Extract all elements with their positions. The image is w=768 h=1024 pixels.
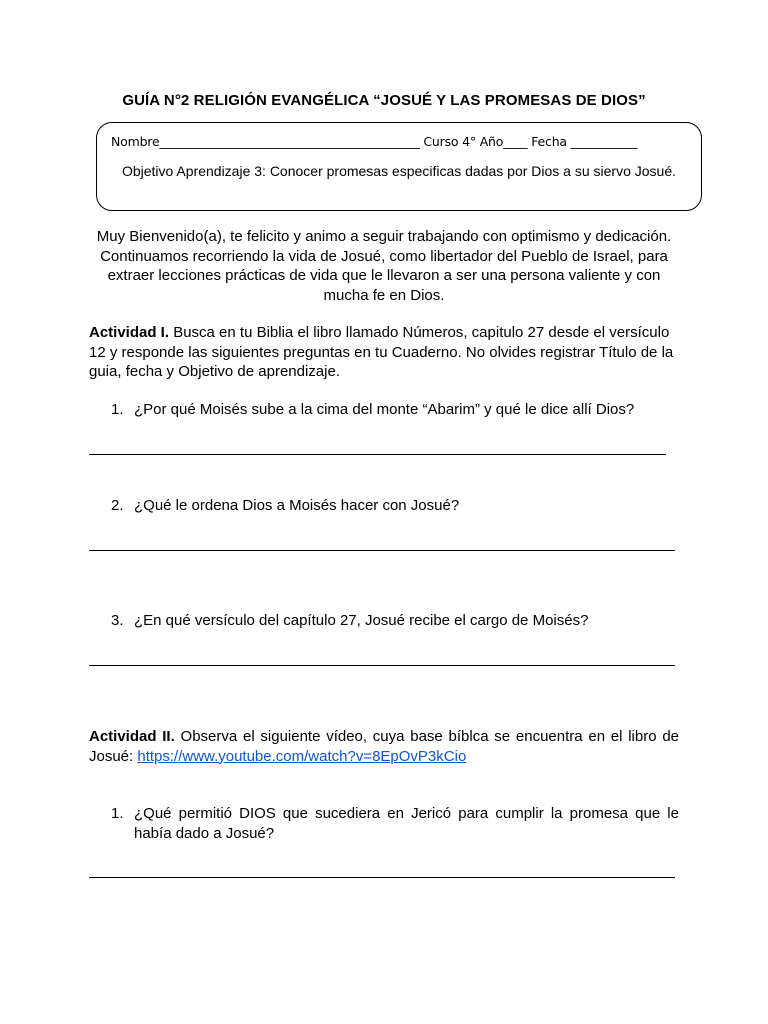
activity-2-instructions bbox=[89, 727, 679, 766]
nombre-blank: ___________________________________________ bbox=[159, 134, 420, 149]
page-title: GUÍA N°2 RELIGIÓN EVANGÉLICA “JOSUÉ Y LAS PROMESAS DE DIOS” bbox=[122, 92, 646, 109]
welcome-paragraph: Muy Bienvenido(a), te felicito y animo a seguir trabajando con optimismo y dedicación. Continuamos recorriendo la vida de Josué, como libertador del Pueblo de Israel, para extraer lecciones prácticas de vida que le llevaron a ser una persona valiente y con mucha fe en Dios. bbox=[96, 228, 672, 304]
question-number: 1. bbox=[111, 805, 124, 822]
activity-1-question-2 bbox=[89, 496, 679, 516]
question-number: 2. bbox=[111, 497, 124, 514]
activity-1-question-3 bbox=[89, 611, 679, 631]
fecha-label: Fecha bbox=[531, 134, 567, 149]
video-link[interactable]: https://www.youtube.com/watch?v=8EpOvP3kCio bbox=[137, 747, 467, 765]
activity-1-text: Busca en tu Biblia el libro llamado Números, capitulo 27 desde el versículo 12 y responde las siguientes preguntas en tu Cuaderno. No olvides registrar Título de la guia, fecha y Objetivo de aprendizaje. bbox=[89, 324, 674, 380]
answer-line-3[interactable] bbox=[89, 665, 675, 666]
curso-label: Curso 4° Año bbox=[423, 134, 504, 149]
question-text: ¿Por qué Moisés sube a la cima del monte “Abarim” y qué le dice allí Dios? bbox=[134, 401, 635, 418]
activity-2-label: Actividad II. bbox=[89, 728, 175, 745]
answer-line-4[interactable] bbox=[89, 877, 675, 878]
answer-line-2[interactable] bbox=[89, 550, 675, 551]
curso-blank: ____ bbox=[503, 134, 528, 149]
activity-1-label: Actividad I. bbox=[89, 324, 170, 341]
question-number: 1. bbox=[111, 401, 124, 418]
question-number: 3. bbox=[111, 612, 124, 629]
student-info-box bbox=[96, 122, 702, 211]
activity-1-instructions bbox=[89, 323, 679, 382]
fecha-blank: ___________ bbox=[570, 134, 638, 149]
nombre-label: Nombre bbox=[111, 134, 160, 149]
question-text: ¿En qué versículo del capítulo 27, Josué recibe el cargo de Moisés? bbox=[134, 612, 589, 629]
learning-objective: Objetivo Aprendizaje 3: Conocer promesas especificas dadas por Dios a su siervo Josué. bbox=[121, 163, 677, 179]
activity-2-question-1 bbox=[89, 804, 679, 843]
question-text: ¿Qué le ordena Dios a Moisés hacer con Josué? bbox=[134, 497, 460, 514]
activity-2-text: Observa el siguiente vídeo, cuya base bíblca se encuentra en el libro de Josué: bbox=[89, 728, 680, 765]
student-fields-row bbox=[111, 134, 637, 149]
question-text: ¿Qué permitió DIOS que sucediera en Jericó para cumplir la promesa que le había dado a Josué? bbox=[134, 805, 679, 842]
answer-line-1[interactable] bbox=[89, 454, 666, 455]
activity-1-question-1 bbox=[89, 400, 679, 420]
